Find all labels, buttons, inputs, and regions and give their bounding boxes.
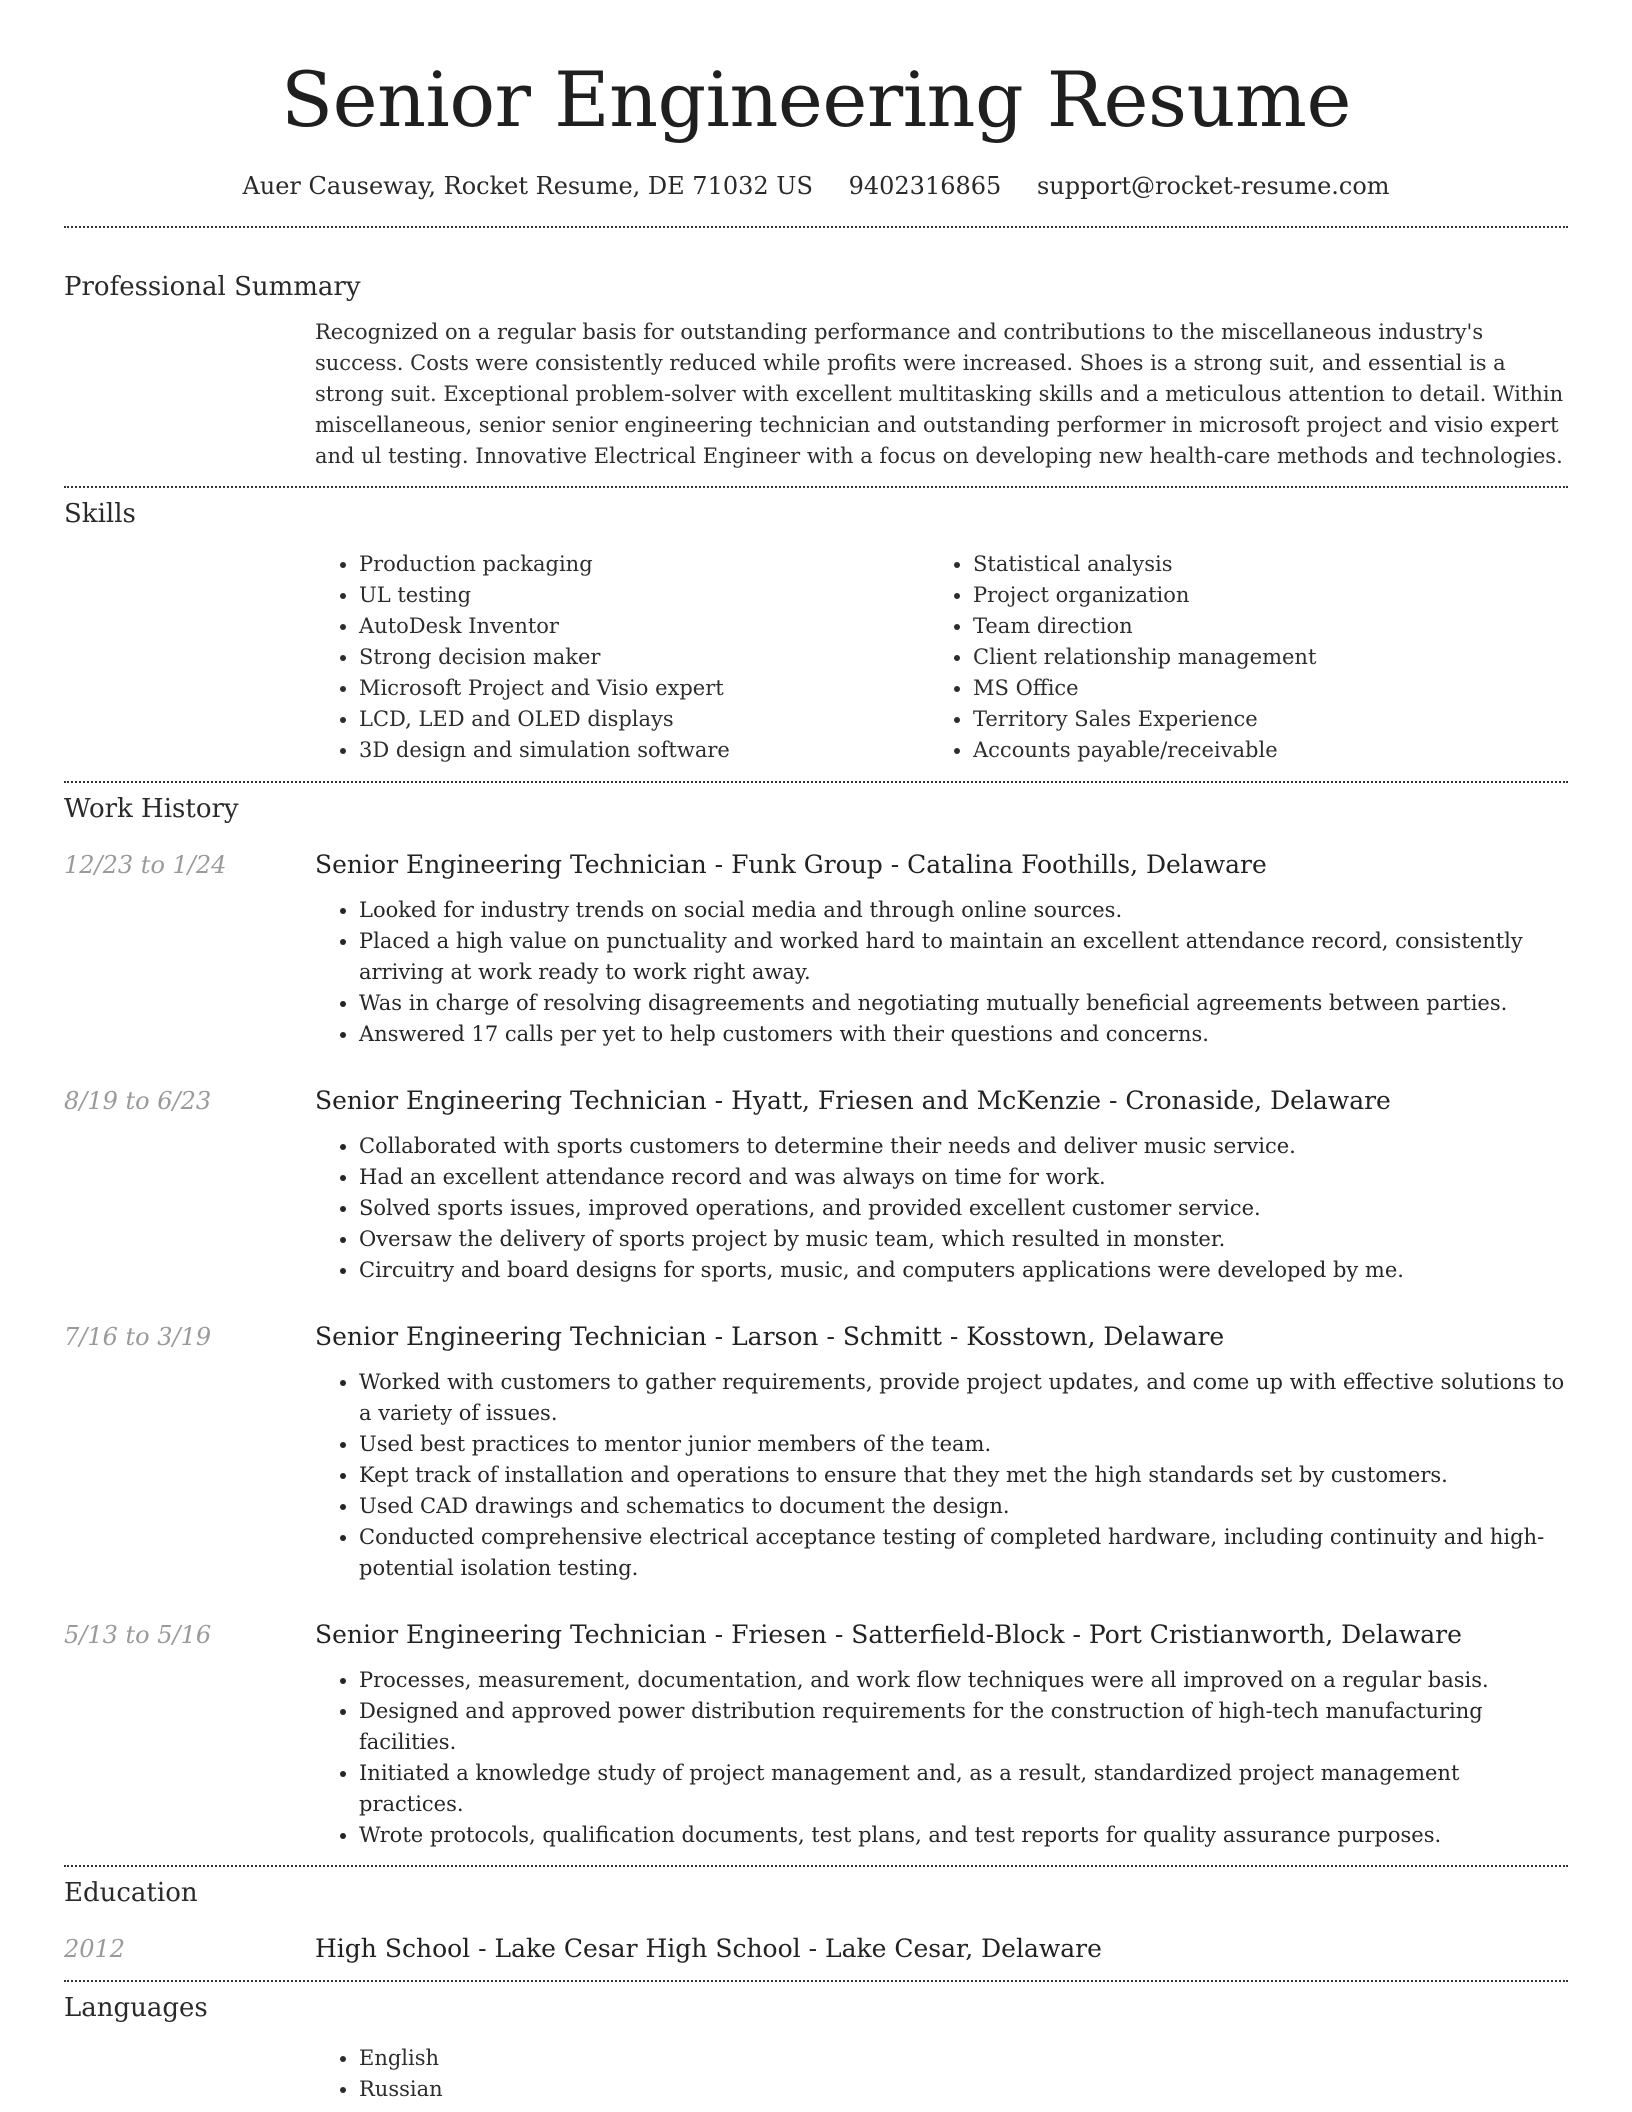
job-date: 8/19 to 6/23 <box>64 1087 212 1115</box>
job-entry <box>64 848 1568 1050</box>
job-bullet: • Wrote protocols, qualification documents, test plans, and test reports for quality assurance purposes. <box>359 1820 1568 1851</box>
job-bullet: • Circuitry and board designs for sports, music, and computers applications were developed by me. <box>359 1255 1568 1286</box>
resume-page <box>64 0 1568 2105</box>
contact-phone: 9402316865 <box>848 172 1002 200</box>
education-title: High School - Lake Cesar High School - Lake Cesar, Delaware <box>315 1934 1102 1963</box>
skill-item: • Territory Sales Experience <box>973 704 1543 735</box>
education-section <box>64 1867 1568 1966</box>
job-bullets <box>315 1131 1568 1286</box>
skill-item: • Accounts payable/receivable <box>973 735 1543 766</box>
job-bullet: • Oversaw the delivery of sports project by music team, which resulted in monster. <box>359 1224 1568 1255</box>
job-date: 5/13 to 5/16 <box>64 1621 212 1649</box>
languages-list <box>315 2043 1568 2105</box>
language-item: • Russian <box>359 2074 1568 2105</box>
job-title: Senior Engineering Technician - Funk Group - Catalina Foothills, Delaware <box>315 850 1267 879</box>
job-bullet: • Solved sports issues, improved operations, and provided excellent customer service. <box>359 1193 1568 1224</box>
job-title: Senior Engineering Technician - Hyatt, Friesen and McKenzie - Cronaside, Delaware <box>315 1086 1391 1115</box>
job-header <box>64 1618 1568 1652</box>
job-header <box>64 1084 1568 1118</box>
job-bullet: • Collaborated with sports customers to determine their needs and deliver music service. <box>359 1131 1568 1162</box>
languages-heading: Languages <box>64 1993 208 2023</box>
skills-grid <box>315 549 1568 766</box>
work-section <box>64 783 1568 1851</box>
skill-item: • Client relationship management <box>973 642 1543 673</box>
job-bullet: • Used best practices to mentor junior members of the team. <box>359 1429 1568 1460</box>
skill-item: • 3D design and simulation software <box>359 735 929 766</box>
contact-line <box>64 170 1568 202</box>
language-item: • English <box>359 2043 1568 2074</box>
skill-item: • Project organization <box>973 580 1543 611</box>
education-date: 2012 <box>64 1935 126 1963</box>
job-title: Senior Engineering Technician - Larson - Schmitt - Kosstown, Delaware <box>315 1322 1225 1351</box>
work-heading: Work History <box>64 794 239 824</box>
job-bullets <box>315 895 1568 1050</box>
job-bullet: • Initiated a knowledge study of project management and, as a result, standardized project management practices. <box>359 1758 1568 1820</box>
summary-text: Recognized on a regular basis for outstanding performance and contributions to the miscellaneous industry's success. Costs were consistently reduced while profits were increased. Shoes is a strong suit, and essential is a strong suit. Exceptional problem-solver with excellent multitasking skills and a meticulous attention to detail. Within miscellaneous, senior senior engineering technician and outstanding performer in microsoft project and visio expert and ul testing. Innovative Electrical Engineer with a focus on developing new health-care methods and technologies. <box>315 320 1564 468</box>
job-bullet: • Kept track of installation and operations to ensure that they met the high standards set by customers. <box>359 1460 1568 1491</box>
summary-heading: Professional Summary <box>64 272 361 302</box>
job-header <box>64 1320 1568 1354</box>
job-bullet: • Processes, measurement, documentation, and work flow techniques were all improved on a regular basis. <box>359 1665 1568 1696</box>
skills-heading: Skills <box>64 499 136 529</box>
skill-item: • LCD, LED and OLED displays <box>359 704 929 735</box>
skills-section <box>64 488 1568 766</box>
resume-title: Senior Engineering Resume <box>281 55 1351 144</box>
job-date: 7/16 to 3/19 <box>64 1323 212 1351</box>
summary-section <box>64 228 1568 472</box>
languages-content <box>315 2043 1568 2105</box>
job-entry <box>64 1320 1568 1584</box>
skill-item: • Statistical analysis <box>973 549 1543 580</box>
job-bullet: • Looked for industry trends on social media and through online sources. <box>359 895 1568 926</box>
languages-section <box>64 1982 1568 2105</box>
skill-item: • UL testing <box>359 580 929 611</box>
skill-item: • Production packaging <box>359 549 929 580</box>
skill-item: • MS Office <box>973 673 1543 704</box>
job-bullet: • Worked with customers to gather requirements, provide project updates, and come up with effective solutions to a variety of issues. <box>359 1367 1568 1429</box>
job-bullet: • Conducted comprehensive electrical acceptance testing of completed hardware, including continuity and high-potential isolation testing. <box>359 1522 1568 1584</box>
job-header <box>64 848 1568 882</box>
education-header <box>64 1932 1568 1966</box>
job-bullets <box>315 1665 1568 1851</box>
job-bullet: • Had an excellent attendance record and was always on time for work. <box>359 1162 1568 1193</box>
job-date: 12/23 to 1/24 <box>64 851 227 879</box>
job-bullets <box>315 1367 1568 1584</box>
skills-content <box>315 549 1568 766</box>
job-entry <box>64 1618 1568 1851</box>
skill-item: • AutoDesk Inventor <box>359 611 929 642</box>
job-bullet: • Answered 17 calls per yet to help customers with their questions and concerns. <box>359 1019 1568 1050</box>
summary-content <box>315 317 1568 472</box>
job-title: Senior Engineering Technician - Friesen - Satterfield-Block - Port Cristianworth, Delaware <box>315 1620 1462 1649</box>
job-bullet: • Was in charge of resolving disagreements and negotiating mutually beneficial agreements between parties. <box>359 988 1568 1019</box>
job-bullet: • Placed a high value on punctuality and worked hard to maintain an excellent attendance record, consistently arriving at work ready to work right away. <box>359 926 1568 988</box>
skills-list-left <box>315 549 929 766</box>
job-bullet: • Used CAD drawings and schematics to document the design. <box>359 1491 1568 1522</box>
contact-email: support@rocket-resume.com <box>1036 172 1390 200</box>
job-entry <box>64 1084 1568 1286</box>
education-heading: Education <box>64 1878 198 1908</box>
job-bullet: • Designed and approved power distribution requirements for the construction of high-tech manufacturing facilities. <box>359 1696 1568 1758</box>
skills-list-right <box>929 549 1543 766</box>
education-entry <box>64 1932 1568 1966</box>
contact-address: Auer Causeway, Rocket Resume, DE 71032 US <box>242 172 813 200</box>
skill-item: • Team direction <box>973 611 1543 642</box>
skill-item: • Strong decision maker <box>359 642 929 673</box>
skill-item: • Microsoft Project and Visio expert <box>359 673 929 704</box>
